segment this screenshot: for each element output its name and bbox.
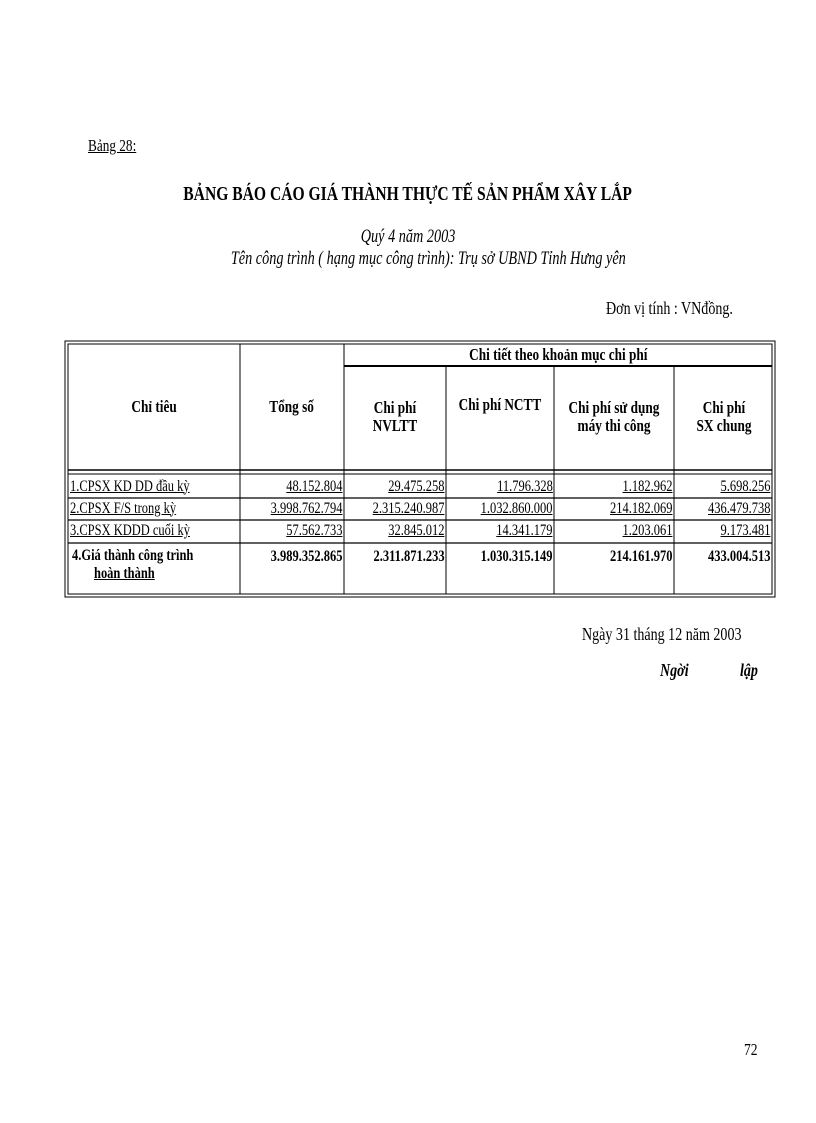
table-cell-total: 3.989.352.865 <box>270 547 343 565</box>
table-cell-ncct: 11.796.328 <box>496 477 553 495</box>
table-row-label: 1.CPSX KD DD đầu kỳ <box>70 477 190 495</box>
report-date: Ngày 31 tháng 12 năm 2003 <box>582 624 742 644</box>
table-cell-nvltt: 32.845.012 <box>388 522 445 540</box>
table-cell-general: 433.004.513 <box>708 547 771 565</box>
project-name: Tên công trình ( hạng mục công trình): Trụ sở UBND Tỉnh Hưng yên <box>230 248 626 269</box>
row-label-line-2: hoàn thành <box>94 565 155 582</box>
header-nvltt: Chi phí NVLTT <box>372 398 418 435</box>
header-indicator: Chỉ tiêu <box>131 397 177 417</box>
header-general: Chi phí SX chung <box>696 398 752 435</box>
table-row-label <box>72 547 240 583</box>
cost-report-table <box>64 340 776 598</box>
signer-label-suffix: lập <box>740 660 758 680</box>
group-header: Chi tiết theo khoản mục chi phí <box>468 345 648 365</box>
table-cell-total: 3.998.762.794 <box>270 499 343 517</box>
table-cell-general: 9.173.481 <box>720 522 771 540</box>
report-period: Quý 4 năm 2003 <box>360 226 456 247</box>
report-title: BẢNG BÁO CÁO GIÁ THÀNH THỰC TẾ SẢN PHẨM XÂY LẮP <box>183 183 633 205</box>
row-label-line-1: 4.Giá thành công trình <box>72 547 194 564</box>
table-cell-general: 5.698.256 <box>720 477 771 495</box>
table-cell-ncct: 14.341.179 <box>496 522 553 540</box>
table-cell-general: 436.479.738 <box>708 499 771 517</box>
table-cell-machine: 214.182.069 <box>610 499 673 517</box>
table-cell-ncct: 1.030.315.149 <box>480 547 553 565</box>
currency-unit: Đơn vị tính : VNđồng. <box>606 298 733 318</box>
table-cell-total: 57.562.733 <box>286 522 343 540</box>
table-row-label: 2.CPSX F/S trong kỳ <box>70 499 177 517</box>
table-cell-nvltt: 2.315.240.987 <box>372 499 445 517</box>
table-cell-nvltt: 29.475.258 <box>388 477 445 495</box>
signer-label: Ngời <box>660 660 689 680</box>
table-cell-total: 48.152.804 <box>286 477 343 495</box>
header-machine: Chi phí sử dụng máy thi công <box>568 398 660 435</box>
table-cell-nvltt: 2.311.871.233 <box>373 547 445 565</box>
page-number: 72 <box>744 1040 758 1059</box>
table-cell-machine: 214.161.970 <box>610 547 673 565</box>
table-label: Bảng 28: <box>88 136 137 155</box>
table-row-label: 3.CPSX KDDD cuối kỳ <box>70 522 190 540</box>
table-cell-ncct: 1.032.860.000 <box>480 499 553 517</box>
header-ncct: Chi phí NCTT <box>458 395 542 415</box>
table-cell-machine: 1.203.061 <box>622 522 673 540</box>
header-total: Tổng số <box>269 397 315 417</box>
table-cell-machine: 1.182.962 <box>622 477 673 495</box>
